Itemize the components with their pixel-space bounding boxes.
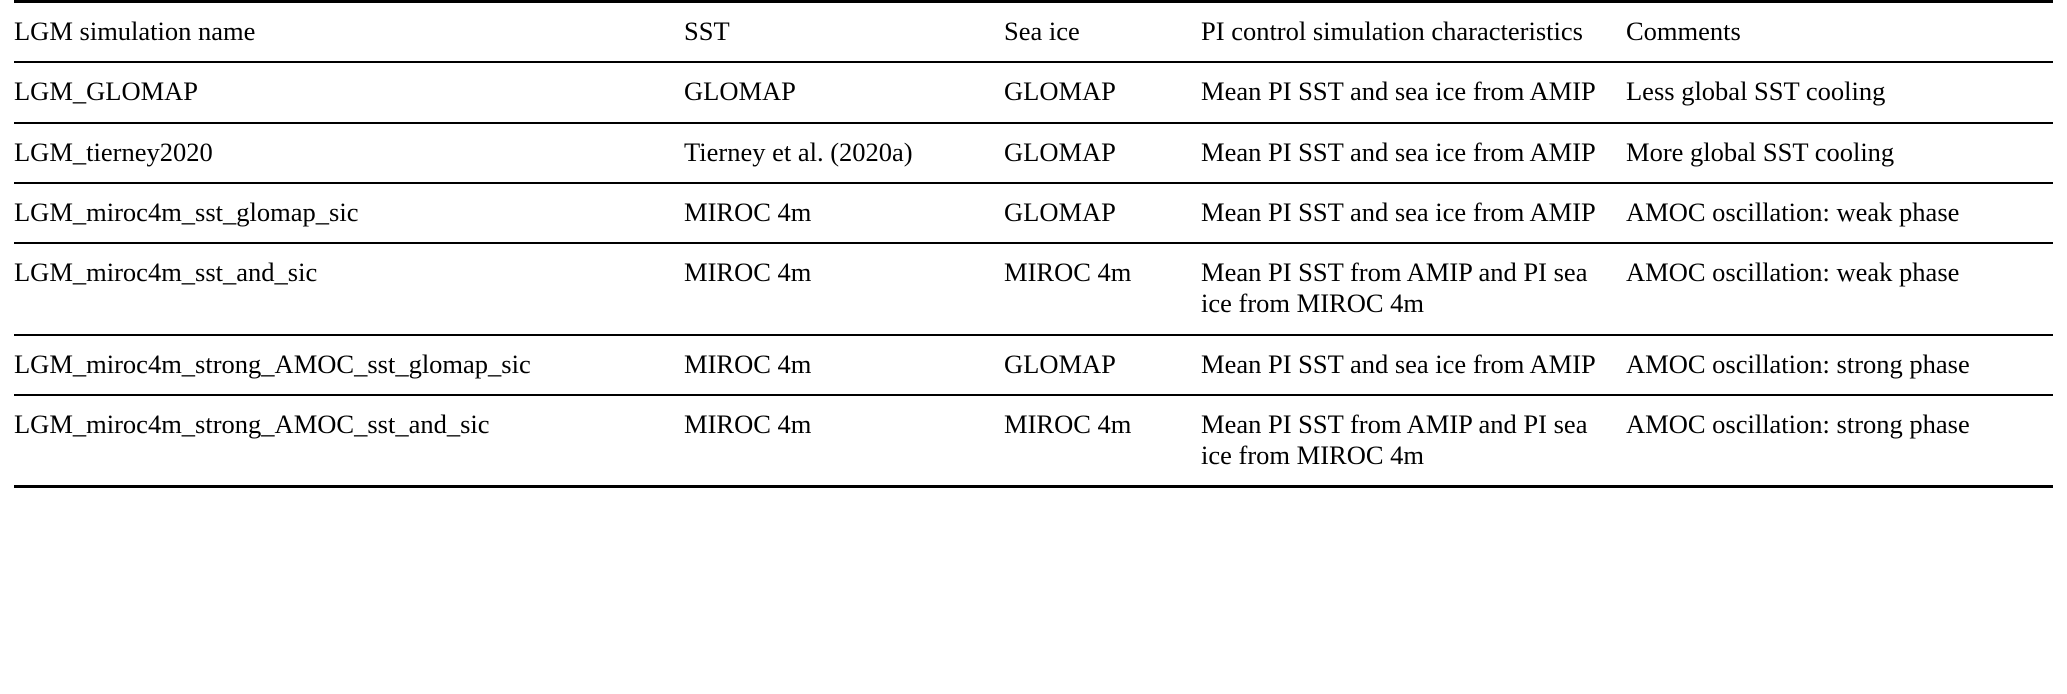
cell-sst: Tierney et al. (2020a): [684, 123, 1004, 183]
cell-simulation-name: LGM_GLOMAP: [14, 62, 684, 122]
cell-sea-ice: MIROC 4m: [1004, 395, 1201, 487]
cell-comments: More global SST cooling: [1626, 123, 2053, 183]
column-header-pi-control: PI control simulation characteristics: [1201, 2, 1626, 63]
cell-comments: AMOC oscillation: weak phase: [1626, 183, 2053, 243]
cell-pi-control: Mean PI SST and sea ice from AMIP: [1201, 62, 1626, 122]
cell-sst: MIROC 4m: [684, 243, 1004, 335]
cell-simulation-name: LGM_miroc4m_sst_and_sic: [14, 243, 684, 335]
cell-sea-ice: MIROC 4m: [1004, 243, 1201, 335]
cell-pi-control: Mean PI SST and sea ice from AMIP: [1201, 335, 1626, 395]
table-header-row: [14, 2, 2053, 63]
cell-sst: MIROC 4m: [684, 183, 1004, 243]
cell-sst: MIROC 4m: [684, 335, 1004, 395]
cell-simulation-name: LGM_miroc4m_strong_AMOC_sst_and_sic: [14, 395, 684, 487]
table-row: [14, 123, 2053, 183]
table-row: [14, 395, 2053, 487]
column-header-simulation-name: LGM simulation name: [14, 2, 684, 63]
cell-sea-ice: GLOMAP: [1004, 62, 1201, 122]
cell-sea-ice: GLOMAP: [1004, 183, 1201, 243]
cell-pi-control: Mean PI SST and sea ice from AMIP: [1201, 183, 1626, 243]
column-header-sst: SST: [684, 2, 1004, 63]
cell-simulation-name: LGM_tierney2020: [14, 123, 684, 183]
table-row: [14, 62, 2053, 122]
cell-pi-control: Mean PI SST and sea ice from AMIP: [1201, 123, 1626, 183]
cell-comments: Less global SST cooling: [1626, 62, 2053, 122]
cell-pi-control: Mean PI SST from AMIP and PI sea ice from MIROC 4m: [1201, 243, 1626, 335]
cell-simulation-name: LGM_miroc4m_sst_glomap_sic: [14, 183, 684, 243]
column-header-sea-ice: Sea ice: [1004, 2, 1201, 63]
cell-sst: GLOMAP: [684, 62, 1004, 122]
cell-sea-ice: GLOMAP: [1004, 335, 1201, 395]
cell-sst: MIROC 4m: [684, 395, 1004, 487]
cell-comments: AMOC oscillation: weak phase: [1626, 243, 2053, 335]
table-row: [14, 243, 2053, 335]
cell-sea-ice: GLOMAP: [1004, 123, 1201, 183]
cell-simulation-name: LGM_miroc4m_strong_AMOC_sst_glomap_sic: [14, 335, 684, 395]
cell-pi-control: Mean PI SST from AMIP and PI sea ice from MIROC 4m: [1201, 395, 1626, 487]
table-row: [14, 335, 2053, 395]
table-row: [14, 183, 2053, 243]
cell-comments: AMOC oscillation: strong phase: [1626, 395, 2053, 487]
simulation-table: [14, 0, 2053, 488]
cell-comments: AMOC oscillation: strong phase: [1626, 335, 2053, 395]
column-header-comments: Comments: [1626, 2, 2053, 63]
